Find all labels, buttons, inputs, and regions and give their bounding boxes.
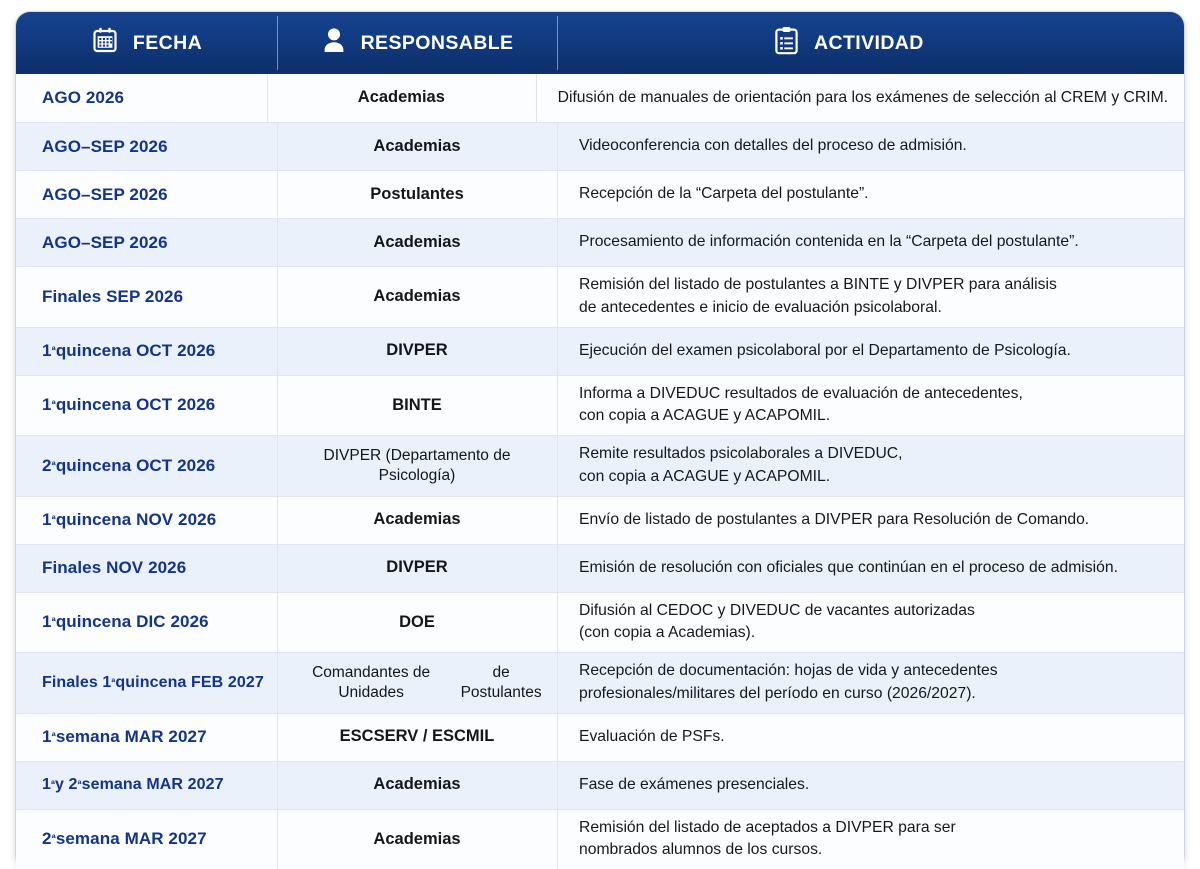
table-row: [16, 592, 1184, 653]
cell-actividad: [557, 328, 1184, 375]
table-row: [16, 170, 1184, 218]
cell-fecha: 1 ª quincena OCT 2026: [42, 341, 216, 361]
cell-fecha: Finales 1 ª quincena FEB 2027: [42, 673, 264, 691]
activity-line: Evaluación de PSFs.: [579, 727, 725, 745]
admission-schedule-table: [16, 12, 1184, 869]
calendar-icon: [91, 26, 119, 60]
cell-fecha: Finales NOV 2026: [42, 558, 187, 578]
cell-actividad: [557, 810, 1184, 869]
cell-fecha: 1 ª quincena NOV 2026: [42, 510, 217, 530]
table-row: [16, 74, 1184, 122]
cell-actividad: [557, 653, 1184, 713]
cell-fecha: 1 ª quincena OCT 2026: [42, 395, 216, 415]
activity-line: Videoconferencia con detalles del proceso de admisión.: [579, 137, 967, 155]
activity-line: Remisión del listado de postulantes a BINTE y DIVPER para análisis: [579, 276, 1057, 293]
cell-responsable: Academias: [277, 267, 557, 327]
cell-actividad: [557, 376, 1184, 436]
cell-actividad: [557, 171, 1184, 218]
table-row: [16, 122, 1184, 170]
activity-line: Remite resultados psicolaborales a DIVEDUC,: [579, 445, 903, 463]
cell-fecha: 2 ª quincena OCT 2026: [42, 455, 216, 475]
activity-line: de antecedentes e inicio de evaluación psicolaboral.: [579, 298, 942, 316]
table-row: [16, 435, 1184, 496]
column-header-fecha: [16, 12, 277, 74]
cell-responsable: Academias: [277, 810, 557, 869]
cell-responsable: Postulantes: [277, 171, 557, 218]
table-row: [16, 761, 1184, 809]
cell-fecha: AGO–SEP 2026: [42, 136, 168, 156]
column-header-responsable-label: RESPONSABLE: [360, 31, 514, 54]
cell-actividad: [557, 219, 1184, 266]
activity-line: Ejecución del examen psicolaboral por el Departamento de Psicología.: [579, 341, 1071, 359]
activity-line: profesionales/militares del período en curso (2026/2027).: [579, 684, 976, 702]
activity-line: Difusión de manuales de orientación para los exámenes de selección al CREM y CRIM.: [557, 88, 1168, 106]
table-row: [16, 809, 1184, 869]
person-icon: [321, 26, 347, 60]
cell-responsable: Comandantes de Unidades de Postulantes: [277, 653, 557, 713]
cell-responsable: BINTE: [277, 376, 557, 436]
table-body: [16, 74, 1184, 869]
cell-fecha: 1 ª semana MAR 2027: [42, 727, 207, 747]
cell-actividad: [557, 267, 1184, 327]
table-row: [16, 327, 1184, 375]
activity-line: Emisión de resolución con oficiales que continúan en el proceso de admisión.: [579, 558, 1118, 576]
cell-actividad: [557, 497, 1184, 544]
activity-line: Difusión al CEDOC y DIVEDUC de vacantes autorizadas: [579, 601, 975, 619]
cell-responsable: ESCSERV / ESCMIL: [277, 714, 557, 761]
column-header-actividad: [557, 12, 1184, 74]
cell-responsable: Academias: [277, 497, 557, 544]
activity-line: con copia a ACAGUE y ACAPOMIL.: [579, 467, 831, 485]
activity-line: Fase de exámenes presenciales.: [579, 775, 810, 793]
activity-line: Informa a DIVEDUC resultados de evaluación de antecedentes,: [579, 384, 1023, 402]
table-row: [16, 713, 1184, 761]
column-header-actividad-label: ACTIVIDAD: [814, 31, 924, 54]
activity-line: Envío de listado de postulantes a DIVPER para Resolución de Comando.: [579, 510, 1090, 528]
cell-responsable: DIVPER (Departamento de Psicología): [277, 436, 557, 496]
column-header-fecha-label: FECHA: [132, 31, 203, 54]
cell-responsable: Academias: [277, 762, 557, 809]
table-row: [16, 652, 1184, 713]
cell-responsable: DIVPER: [277, 328, 557, 375]
cell-actividad: [536, 74, 1184, 122]
table-row: [16, 218, 1184, 266]
cell-responsable: DOE: [277, 593, 557, 653]
cell-fecha: Finales SEP 2026: [42, 286, 184, 306]
cell-fecha: 2 ª semana MAR 2027: [42, 829, 207, 849]
cell-actividad: [557, 545, 1184, 592]
cell-actividad: [557, 123, 1184, 170]
cell-fecha: AGO–SEP 2026: [42, 232, 168, 252]
activity-line: nombrados alumnos de los cursos.: [579, 841, 823, 859]
cell-responsable: Academias: [267, 74, 536, 122]
cell-responsable: Academias: [277, 123, 557, 170]
cell-actividad: [557, 436, 1184, 496]
activity-line: Recepción de documentación: hojas de vida y antecedentes: [579, 662, 998, 680]
cell-responsable: DIVPER: [277, 545, 557, 592]
cell-actividad: [557, 714, 1184, 761]
activity-line: (con copia a Academias).: [579, 624, 756, 642]
table-header-row: [16, 12, 1184, 74]
column-header-responsable: [277, 12, 557, 74]
cell-actividad: [557, 593, 1184, 653]
activity-line: Procesamiento de información contenida en la “Carpeta del postulante”.: [579, 233, 1079, 251]
cell-fecha: 1 ª y 2 ª semana MAR 2027: [42, 776, 224, 794]
activity-line: Remisión del listado de aceptados a DIVPER para ser: [579, 818, 956, 836]
cell-actividad: [557, 762, 1184, 809]
table-row: [16, 496, 1184, 544]
cell-fecha: 1 ª quincena DIC 2026: [42, 612, 209, 632]
clipboard-icon: [773, 26, 800, 61]
table-row: [16, 544, 1184, 592]
table-row: [16, 266, 1184, 327]
cell-fecha: AGO 2026: [42, 88, 125, 107]
table-row: [16, 375, 1184, 436]
cell-fecha: AGO–SEP 2026: [42, 184, 168, 204]
activity-line: Recepción de la “Carpeta del postulante”.: [579, 185, 869, 203]
activity-line: con copia a ACAGUE y ACAPOMIL.: [579, 407, 831, 425]
cell-responsable: Academias: [277, 219, 557, 266]
